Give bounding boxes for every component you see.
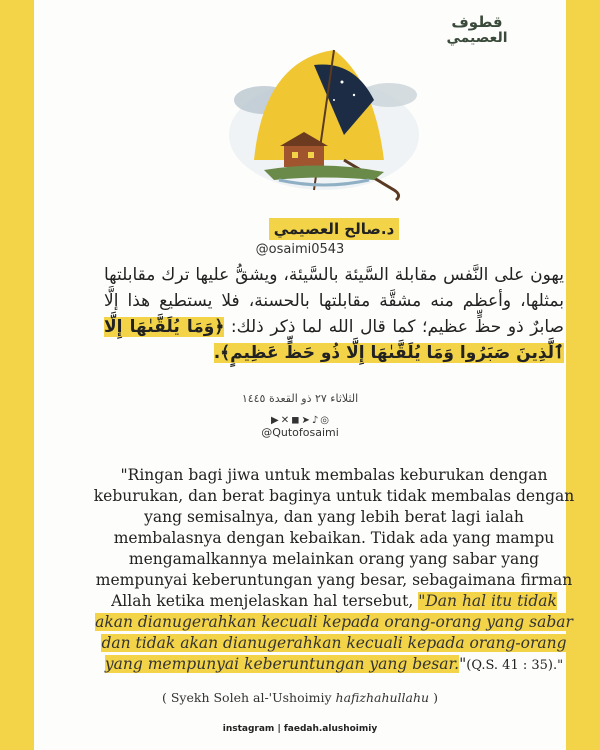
author-name: د.صالح العصيمي bbox=[269, 218, 399, 240]
translation-text: "Ringan bagi jiwa untuk membalas keburukan dengan keburukan, dan berat baginya untuk tidak membalas dengan yang semisalnya, dan yang lebih berat lagi ialah membalasnya dengan kebaikan. Tidak ada yang mampu mengamalkannya melainkan orang yang sabar yang mempunyai keberuntungan yang besar, sebagaimana firman Allah ketika menjelaskan hal tersebut, bbox=[93, 466, 575, 610]
brand-logo bbox=[446, 14, 508, 46]
author-handle: @osaimi0543 bbox=[255, 242, 345, 257]
source-suffix: ) bbox=[429, 690, 438, 705]
tiktok-icon[interactable]: ♪ bbox=[311, 415, 319, 426]
social-handle: @Qutofosaimi bbox=[261, 426, 339, 439]
instagram-icon[interactable]: ◎ bbox=[320, 415, 329, 426]
source-honorific: hafizhahullahu bbox=[335, 690, 430, 705]
social-links bbox=[34, 413, 566, 439]
logo-line-1: قطوف bbox=[451, 13, 503, 31]
source-attribution bbox=[34, 690, 566, 705]
x-icon[interactable]: ✕ bbox=[280, 415, 290, 426]
post-card bbox=[34, 0, 575, 750]
indonesian-translation bbox=[92, 465, 576, 676]
facebook-icon[interactable]: ◼ bbox=[291, 415, 300, 426]
footer-credit: instagram | faedah.alushoimiy bbox=[222, 724, 378, 734]
youtube-icon[interactable]: ▶ bbox=[271, 415, 279, 426]
umbrella-illustration bbox=[224, 40, 424, 210]
quran-verse: ﴿وَمَا يُلَقَّىٰهَا إِلَّا ٱلَّذِينَ صَبَرُوا وَمَا يُلَقَّىٰهَا إِلَّا ذُو حَظٍّ عَظِيمٍ﴾. bbox=[104, 317, 564, 363]
source-prefix: ( Syekh Soleh al-'Ushoimiy bbox=[162, 690, 336, 705]
arabic-quote bbox=[104, 262, 564, 366]
logo-line-2: العصيمي bbox=[446, 30, 508, 46]
post-date: الثلاثاء ٢٧ ذو القعدة ١٤٤٥ bbox=[241, 392, 359, 405]
translation-closing: " bbox=[459, 655, 467, 673]
translation-highlight: "Dan hal itu tidak akan dianugerahkan kecuali kepada orang-orang yang sabar dan tidak akan dianugerahkan kecuali kepada orang-orang yang mempunyai keberuntungan yang besar. bbox=[95, 592, 573, 673]
verse-reference: (Q.S. 41 : 35)." bbox=[466, 658, 564, 673]
arabic-body: يهون على النَّفس مقابلة السَّيئة بالسَّيئة، ويشقُّ عليها ترك مقابلتها بمثلها، وأعظم منه مشقَّة مقابلتها بالحسنة، فلا يستطيع هذا إلَّا صابرٌ ذو حظٍّ عظيم؛ كما قال الله لما ذكر ذلك: bbox=[104, 265, 564, 337]
telegram-icon[interactable]: ➤ bbox=[301, 415, 310, 426]
